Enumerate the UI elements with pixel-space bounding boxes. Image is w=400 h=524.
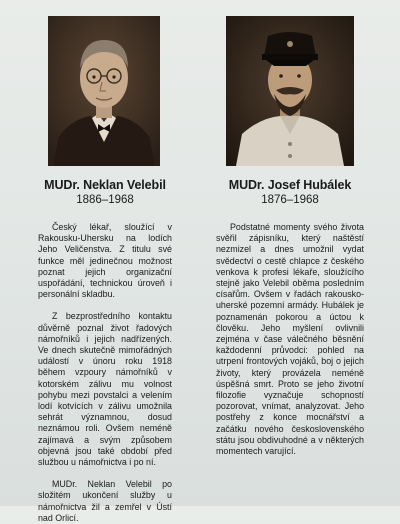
hubalek-portrait	[226, 16, 354, 166]
hubalek-name: MUDr. Josef Hubálek	[228, 178, 352, 192]
velebil-years: 1886–1968	[76, 194, 134, 206]
velebil-paragraph: Z bezprostředního kontaktu důvěrně poznal život řadových námořníků i jejich nadřízených. Ve dnech skutečně mimořádných událostí v únoru roku 1918 během vzpoury námořníků v kotorském zálivu mu volnost pohybu mezi povstalci a velením lodí kotvících v zálivu umožnila sehrát významnou, dosud neznámou roli. Ovšem neméně zajímavá a svým způsobem objevná jsou také období před službou u námořnictva i po ní.	[38, 311, 172, 468]
velebil-paragraph: Český lékař, sloužící v Rakousku-Uhersku na lodích Jeho Veličenstva. Z titulu své funkce měl jedinečnou možnost poznat jejich organizační uspořádání, technickou úroveň i personální skladbu.	[38, 222, 172, 300]
hubalek-paragraph: Podstatné momenty svého života svěřil zápisníku, který naštěstí nezmizel a dnes umožnil vydat svědectví o cestě chlapce z českého venkova k profesi lékaře, sloužícího stejně jako Velebil oběma posledním císařům. Ovšem v řadách rakousko-uherské pozemní armády. Hubálek je poznamenán pokorou a úctou k člověku. Jeho myšlení ovlivnili zejména v čase válečného běsnění každodenní průvodci: pohled na utrpení frontových vojáků, boj o jejich životy, který provázela neméně úspěšná smrt. Proto se jeho životní filozofie vyznačuje schopností pozorovat, vnímat, analyzovat. Jeho postřehy z konce mocnářství a začátku nového československého státu jsou obdivuhodné a v některých momentech varující.	[216, 222, 364, 457]
hubalek-biography	[216, 222, 364, 457]
velebil-portrait	[48, 16, 160, 166]
velebil-name: MUDr. Neklan Velebil	[44, 178, 166, 192]
velebil-paragraph: MUDr. Neklan Velebil po složitém ukončení služby u námořnictva žil a zemřel v Ústí nad Orlicí.	[38, 479, 172, 523]
velebil-biography	[38, 222, 172, 524]
hubalek-years: 1876–1968	[261, 194, 319, 206]
